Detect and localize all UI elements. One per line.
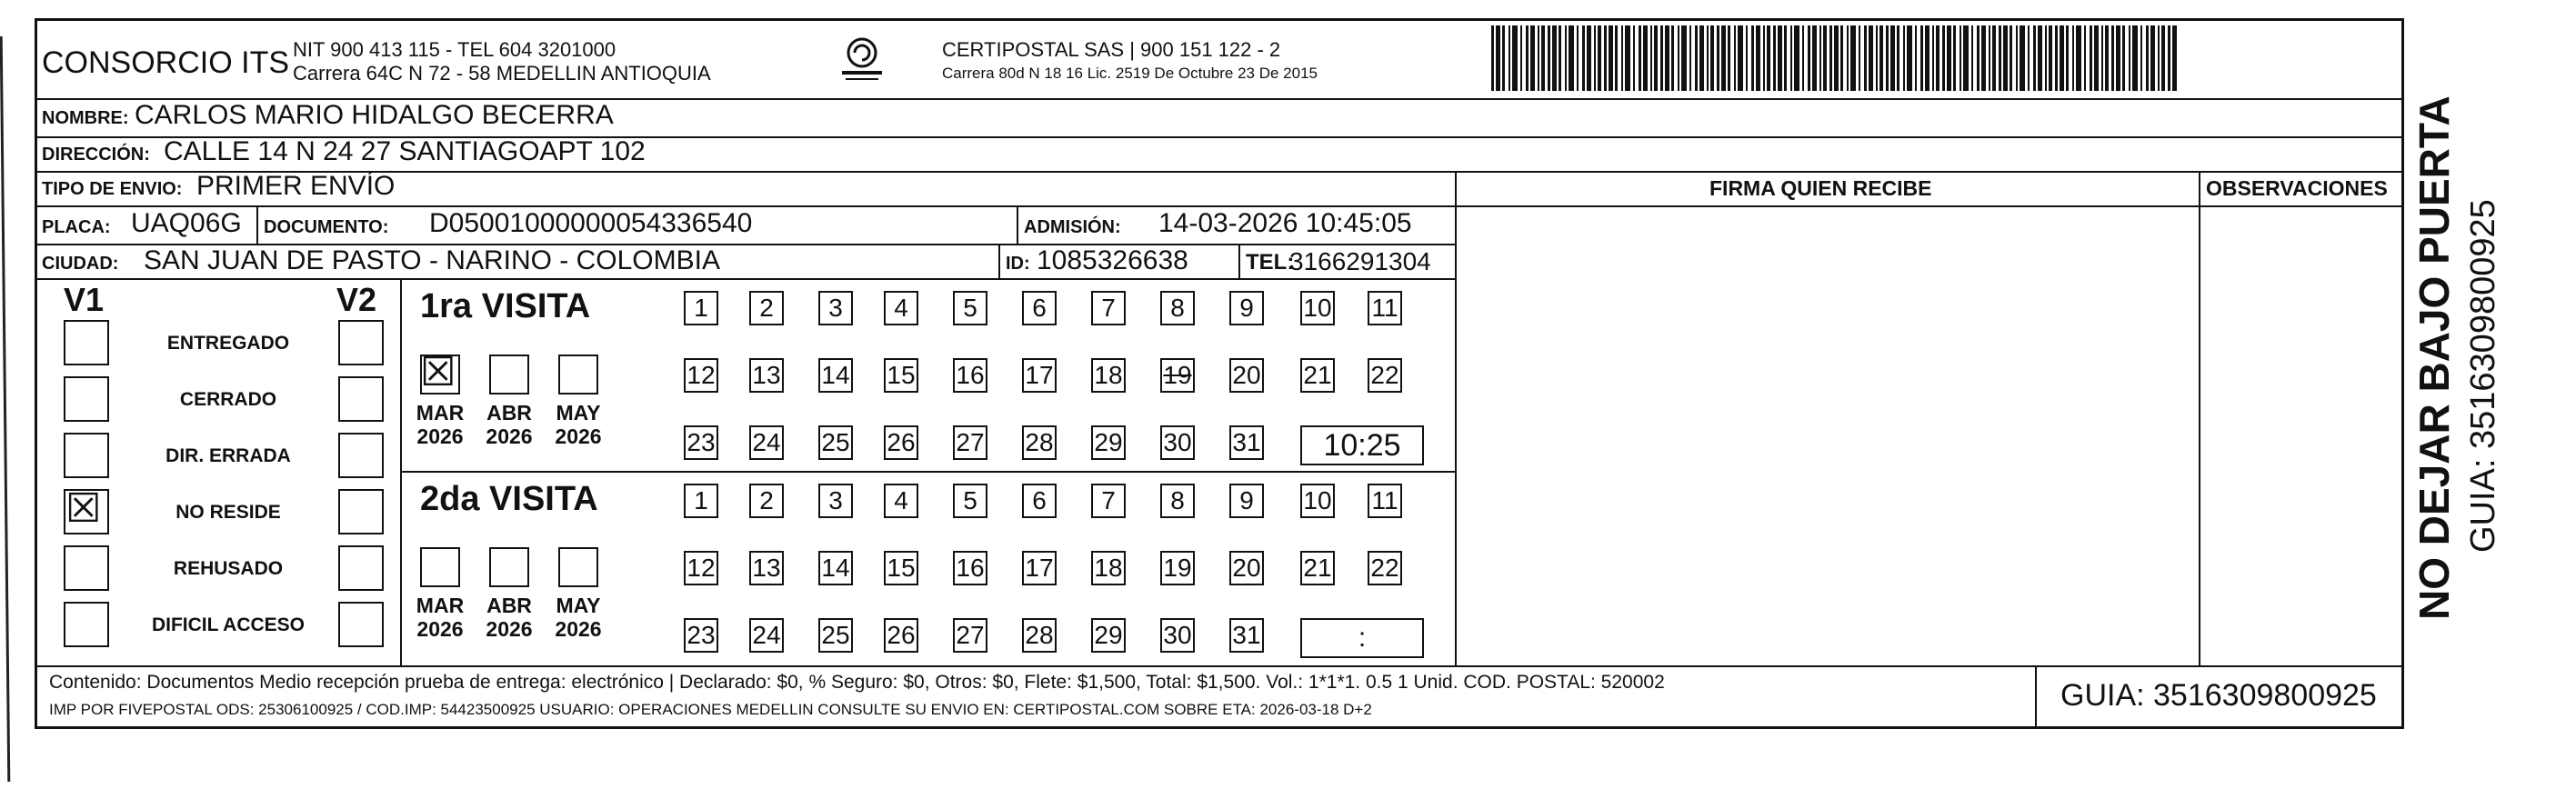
v1-checkbox[interactable] xyxy=(64,320,109,365)
reason-label: ENTREGADO xyxy=(166,333,290,354)
second-visit-day-box[interactable]: 11 xyxy=(1368,484,1402,518)
second-visit-month-label xyxy=(482,594,536,642)
documento-label: DOCUMENTO: xyxy=(264,217,389,237)
imp-line: IMP POR FIVEPOSTAL ODS: 25306100925 / COD.IMP: 54423500925 USUARIO: OPERACIONES MEDELLIN CONSULTE SU ENVIO EN: CERTIPOSTAL.COM SOBRE ETA: 2026-03-18 D+2 xyxy=(49,701,1372,718)
second-visit-day-box[interactable]: 20 xyxy=(1229,551,1264,585)
second-visit-day-box[interactable]: 17 xyxy=(1022,551,1057,585)
second-visit-month-label xyxy=(551,594,606,642)
v2-checkbox[interactable] xyxy=(338,376,384,422)
second-visit-day-box[interactable]: 9 xyxy=(1229,484,1264,518)
observaciones-header: OBSERVACIONES xyxy=(2206,176,2388,200)
first-visit-day-box[interactable]: 28 xyxy=(1022,425,1057,460)
second-visit-day-box[interactable]: 13 xyxy=(749,551,784,585)
second-visit-day-box[interactable]: 24 xyxy=(749,618,784,653)
first-visit-day-box[interactable]: 8 xyxy=(1160,291,1195,325)
side-guia: GUIA: 3516309800925 xyxy=(2464,199,2502,553)
second-visit-time-box[interactable]: : xyxy=(1300,618,1424,658)
second-visit-day-box[interactable]: 18 xyxy=(1091,551,1126,585)
first-visit-day-box[interactable]: 24 xyxy=(749,425,784,460)
v2-checkbox[interactable] xyxy=(338,545,384,591)
direccion-value: CALLE 14 N 24 27 SANTIAGOAPT 102 xyxy=(164,136,646,166)
month-name: MAY xyxy=(556,594,601,617)
first-visit-title: 1ra VISITA xyxy=(420,287,591,325)
month-year: 2026 xyxy=(416,616,464,641)
month-year: 2026 xyxy=(486,616,533,641)
v1-checkbox[interactable] xyxy=(64,376,109,422)
first-visit-month-label xyxy=(413,402,467,449)
ciudad-label: CIUDAD: xyxy=(42,254,119,274)
second-visit-day-box[interactable]: 19 xyxy=(1160,551,1195,585)
first-visit-day-box[interactable]: 23 xyxy=(684,425,718,460)
month-year: 2026 xyxy=(416,424,464,448)
tipo-envio-label: TIPO DE ENVIO: xyxy=(42,179,183,199)
month-year: 2026 xyxy=(555,616,602,641)
second-visit-day-box[interactable]: 29 xyxy=(1091,618,1126,653)
first-visit-day-box[interactable]: 27 xyxy=(953,425,987,460)
first-visit-day-box[interactable]: 13 xyxy=(749,358,784,393)
certipostal-logo xyxy=(835,35,889,89)
month-name: MAR xyxy=(416,594,465,617)
direccion-label: DIRECCIÓN: xyxy=(42,145,150,165)
tel-label: TEL: xyxy=(1246,250,1295,275)
first-visit-day-box[interactable]: 7 xyxy=(1091,291,1126,325)
second-visit-day-box[interactable]: 6 xyxy=(1022,484,1057,518)
second-visit-month-label xyxy=(413,594,467,642)
second-visit-day-box[interactable]: 25 xyxy=(818,618,853,653)
contenido-line: Contenido: Documentos Medio recepción prueba de entrega: electrónico | Declarado: $0, % Seguro: $0, Otros: $0, Flete: $1,500, Total: $1,500. Vol.: 1*1*1. 0.5 1 Unid. COD. POSTAL: 520002 xyxy=(49,672,1665,693)
v2-checkbox[interactable] xyxy=(338,320,384,365)
company-address: Carrera 64C N 72 - 58 MEDELLIN ANTIOQUIA xyxy=(293,62,711,85)
tel-value: 3166291304 xyxy=(1289,247,1431,275)
reason-label: DIFICIL ACCESO xyxy=(151,614,305,635)
second-visit-day-box[interactable]: 27 xyxy=(953,618,987,653)
second-visit-day-box[interactable]: 28 xyxy=(1022,618,1057,653)
month-name: ABR xyxy=(486,594,532,617)
ciudad-value: SAN JUAN DE PASTO - NARINO - COLOMBIA xyxy=(144,245,720,275)
month-name: ABR xyxy=(486,401,532,424)
first-visit-time-box[interactable]: 10:25 xyxy=(1300,425,1424,465)
second-visit-title: 2da VISITA xyxy=(420,480,598,518)
second-visit-day-box[interactable]: 30 xyxy=(1160,618,1195,653)
month-year: 2026 xyxy=(486,424,533,448)
no-dejar-notice: NO DEJAR BAJO PUERTA xyxy=(2411,95,2458,620)
footer-guia: GUIA: 3516309800925 xyxy=(2060,678,2377,713)
v2-checkbox[interactable] xyxy=(338,602,384,647)
second-visit-month-box[interactable] xyxy=(558,547,598,587)
v1-checkbox[interactable] xyxy=(64,545,109,591)
second-visit-month-box[interactable] xyxy=(489,547,529,587)
first-visit-day-box[interactable]: 25 xyxy=(818,425,853,460)
first-visit-day-box[interactable]: 20 xyxy=(1229,358,1264,393)
reason-label: REHUSADO xyxy=(173,558,284,579)
first-visit-day-box[interactable]: 5 xyxy=(953,291,987,325)
tipo-envio-value: PRIMER ENVÍO xyxy=(196,171,396,201)
v2-checkbox[interactable] xyxy=(338,489,384,534)
second-visit-day-box[interactable]: 16 xyxy=(953,551,987,585)
second-visit-day-box[interactable]: 5 xyxy=(953,484,987,518)
month-name: MAY xyxy=(556,401,601,424)
second-visit-day-box[interactable]: 26 xyxy=(884,618,918,653)
placa-label: PLACA: xyxy=(42,217,111,237)
second-visit-day-box[interactable]: 10 xyxy=(1300,484,1335,518)
second-visit-day-box[interactable]: 31 xyxy=(1229,618,1264,653)
admision-label: ADMISIÓN: xyxy=(1024,217,1121,237)
first-visit-month-box[interactable] xyxy=(489,355,529,395)
second-visit-day-box[interactable]: 3 xyxy=(818,484,853,518)
first-visit-day-box[interactable]: 14 xyxy=(818,358,853,393)
checkmark-icon: ☒ xyxy=(65,485,102,532)
second-visit-day-box[interactable]: 12 xyxy=(684,551,718,585)
nombre-label: NOMBRE: xyxy=(42,108,129,128)
v1-checkbox[interactable] xyxy=(64,485,109,534)
company-name: CONSORCIO ITS xyxy=(42,45,290,80)
reason-label: CERRADO xyxy=(179,389,277,410)
second-visit-month-box[interactable] xyxy=(420,547,460,587)
first-visit-day-box[interactable]: 30 xyxy=(1160,425,1195,460)
barcode-icon xyxy=(1491,25,2182,91)
second-visit-day-box[interactable]: 21 xyxy=(1300,551,1335,585)
checkmark-icon: ☒ xyxy=(420,349,456,395)
reason-label: NO RESIDE xyxy=(175,502,281,523)
first-visit-day-box[interactable]: 19 xyxy=(1160,358,1195,393)
second-visit-day-box[interactable]: 1 xyxy=(684,484,718,518)
first-visit-month-box[interactable] xyxy=(420,349,460,395)
second-visit-day-box[interactable]: 7 xyxy=(1091,484,1126,518)
first-visit-day-box[interactable]: 17 xyxy=(1022,358,1057,393)
second-visit-day-box[interactable]: 14 xyxy=(818,551,853,585)
first-visit-day-box[interactable]: 18 xyxy=(1091,358,1126,393)
carrier-address: Carrera 80d N 18 16 Lic. 2519 De Octubre 23 De 2015 xyxy=(942,65,1318,82)
firma-header: FIRMA QUIEN RECIBE xyxy=(1709,176,1932,200)
v1-checkbox[interactable] xyxy=(64,602,109,647)
first-visit-day-box[interactable]: 9 xyxy=(1229,291,1264,325)
first-visit-month-label xyxy=(482,402,536,449)
admision-value: 14-03-2026 10:45:05 xyxy=(1158,208,1412,238)
second-visit-day-box[interactable]: 4 xyxy=(884,484,918,518)
placa-value: UAQ06G xyxy=(131,208,242,238)
first-visit-day-box[interactable]: 15 xyxy=(884,358,918,393)
first-visit-day-box[interactable]: 29 xyxy=(1091,425,1126,460)
v1-checkbox[interactable] xyxy=(64,433,109,478)
first-visit-day-box[interactable]: 3 xyxy=(818,291,853,325)
company-nit: NIT 900 413 115 - TEL 604 3201000 xyxy=(293,38,616,61)
first-visit-day-box[interactable]: 2 xyxy=(749,291,784,325)
first-visit-day-box[interactable]: 4 xyxy=(884,291,918,325)
v2-header: V2 xyxy=(336,281,377,318)
second-visit-day-box[interactable]: 23 xyxy=(684,618,718,653)
second-visit-day-box[interactable]: 2 xyxy=(749,484,784,518)
first-visit-month-box[interactable] xyxy=(558,355,598,395)
nombre-value: CARLOS MARIO HIDALGO BECERRA xyxy=(135,100,614,130)
scan-edge xyxy=(0,36,10,782)
id-value: 1085326638 xyxy=(1037,245,1188,275)
second-visit-day-box[interactable]: 15 xyxy=(884,551,918,585)
v2-checkbox[interactable] xyxy=(338,433,384,478)
first-visit-day-box[interactable]: 22 xyxy=(1368,358,1402,393)
second-visit-day-box[interactable]: 22 xyxy=(1368,551,1402,585)
first-visit-day-box[interactable]: 10 xyxy=(1300,291,1335,325)
first-visit-day-box[interactable]: 16 xyxy=(953,358,987,393)
first-visit-day-box[interactable]: 6 xyxy=(1022,291,1057,325)
month-year: 2026 xyxy=(555,424,602,448)
first-visit-day-box[interactable]: 12 xyxy=(684,358,718,393)
month-name: MAR xyxy=(416,401,465,424)
second-visit-day-box[interactable]: 8 xyxy=(1160,484,1195,518)
first-visit-day-box[interactable]: 26 xyxy=(884,425,918,460)
first-visit-month-label xyxy=(551,402,606,449)
id-label: ID: xyxy=(1006,254,1030,274)
documento-value: D05001000000054336540 xyxy=(429,208,753,238)
first-visit-day-box[interactable]: 31 xyxy=(1229,425,1264,460)
reason-label: DIR. ERRADA xyxy=(165,445,291,466)
carrier-name: CERTIPOSTAL SAS | 900 151 122 - 2 xyxy=(942,38,1281,61)
first-visit-day-box[interactable]: 1 xyxy=(684,291,718,325)
first-visit-day-box[interactable]: 21 xyxy=(1300,358,1335,393)
first-visit-day-box[interactable]: 11 xyxy=(1368,291,1402,325)
v1-header: V1 xyxy=(64,281,105,318)
